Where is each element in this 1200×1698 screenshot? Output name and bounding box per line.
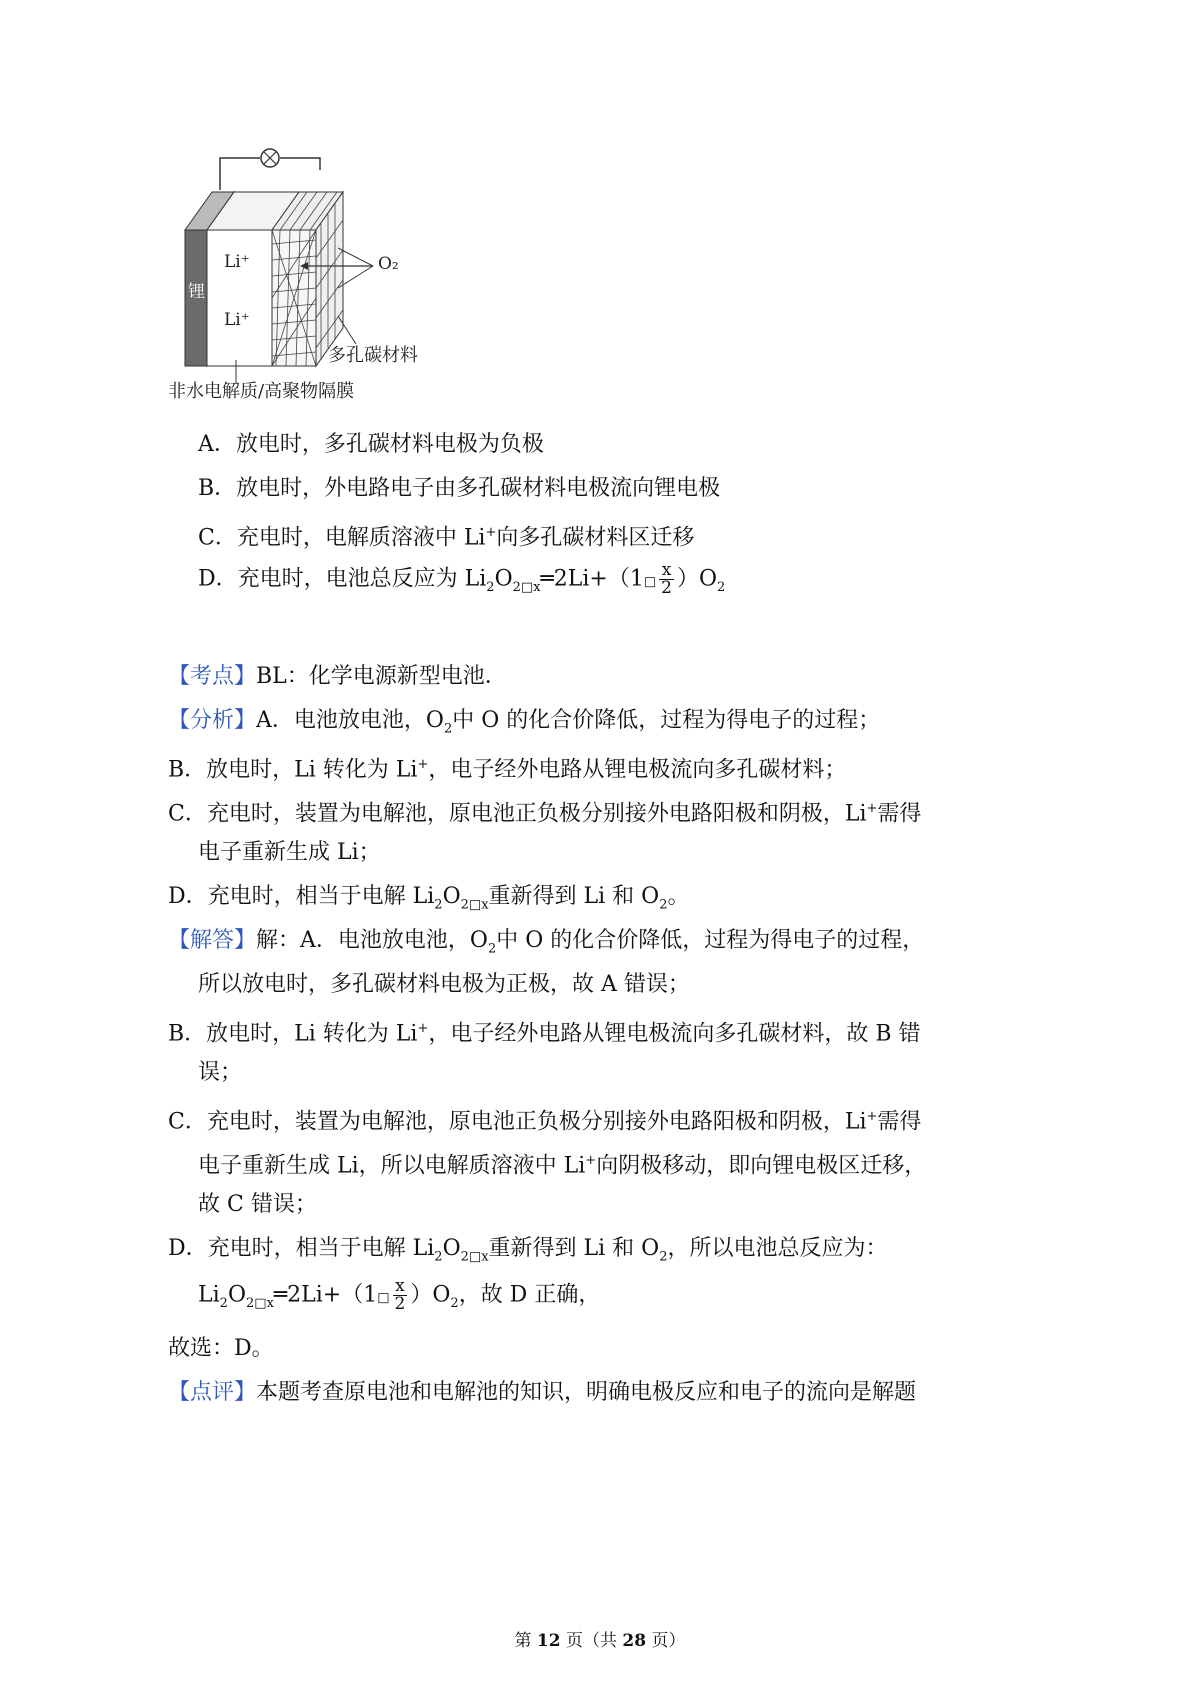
- fenxi-tag: 【分析】: [168, 708, 257, 733]
- jieda-l2: 所以放电时，多孔碳材料电极为正极，故 A 错误；: [198, 972, 690, 997]
- option-b: B．放电时，外电路电子由多孔碳材料电极流向锂电极: [198, 476, 721, 501]
- option-d: D．充电时，电池总反应为 $Li_2O_{2□x}═2Li+(1□$ $\frac{x}{2}$ ）$O_2$: [198, 560, 726, 598]
- battery-diagram: [168, 148, 458, 418]
- battery-drawing: [168, 148, 458, 418]
- jieda-l1: 【解答】解：A．电池放电池，$O_2$中 O 的化合价降低，过程为得电子的过程，: [168, 928, 925, 957]
- li-ion-label-bottom: Li⁺: [224, 310, 250, 330]
- jieda-l4: 误；: [198, 1060, 243, 1085]
- jieda-tag: 【解答】: [168, 928, 257, 953]
- fenxi-a: 【分析】A．电池放电池，$O_2$中 O 的化合价降低，过程为得电子的过程；: [168, 708, 881, 737]
- carbon-label: 多孔碳材料: [328, 345, 418, 366]
- page-total: 28: [622, 1631, 647, 1651]
- dianping-tag: 【点评】: [168, 1380, 257, 1405]
- jieda-l8: D．充电时，相当于电解 $Li_2O_{2□x}$重新得到 Li 和 $O_2$，所以电池总反应为：: [168, 1236, 888, 1265]
- jieda-l6: 电子重新生成 Li，所以电解质溶液中 Li+向阴极移动，即向锂电极区迁移，: [198, 1153, 927, 1179]
- fenxi-d: D．充电时，相当于电解 $Li_2O_{2□x}$重新得到 Li 和 $O_2$。: [168, 884, 690, 913]
- fraction-x-over-2: $\frac{x}{2}$: [394, 1276, 406, 1314]
- lithium-label: 锂: [188, 282, 205, 302]
- kaodian: 【考点】BL：化学电源新型电池．: [168, 664, 507, 689]
- jieda-l5: C．充电时，装置为电解池，原电池正负极分别接外电路阳极和阴极，Li+需得: [168, 1109, 922, 1135]
- fraction-x-over-2: $\frac{x}{2}$: [661, 560, 672, 598]
- jieda-l9: $Li_2O_{2□x}═2Li+(1□$ $\frac{x}{2}$ ）$O_2$，故 D 正确，: [198, 1276, 601, 1314]
- jieda-l7: 故 C 错误；: [198, 1192, 317, 1217]
- li-ion-label-top: Li⁺: [224, 252, 250, 272]
- o2-label: O₂: [378, 254, 399, 274]
- fenxi-c1: C．充电时，装置为电解池，原电池正负极分别接外电路阳极和阴极，Li+需得: [168, 801, 922, 827]
- page-number: 12: [536, 1631, 561, 1651]
- jieda-choice: 故选：D。: [168, 1336, 274, 1361]
- fenxi-b: B．放电时，Li 转化为 Li+，电子经外电路从锂电极流向多孔碳材料；: [168, 757, 847, 783]
- option-a: A．放电时，多孔碳材料电极为负极: [198, 432, 544, 457]
- jieda-l3: B．放电时，Li 转化为 Li+，电子经外电路从锂电极流向多孔碳材料，故 B 错: [168, 1021, 921, 1047]
- membrane-label: 非水电解质/高聚物隔膜: [168, 381, 355, 402]
- option-c: C．充电时，电解质溶液中 Li+向多孔碳材料区迁移: [198, 525, 695, 551]
- dianping: 【点评】本题考查原电池和电解池的知识，明确电极反应和电子的流向是解题: [168, 1380, 917, 1405]
- fenxi-c2: 电子重新生成 Li；: [198, 840, 381, 865]
- kaodian-tag: 【考点】: [168, 664, 257, 689]
- page-footer: 第 12 页（共 28 页）: [514, 1631, 686, 1651]
